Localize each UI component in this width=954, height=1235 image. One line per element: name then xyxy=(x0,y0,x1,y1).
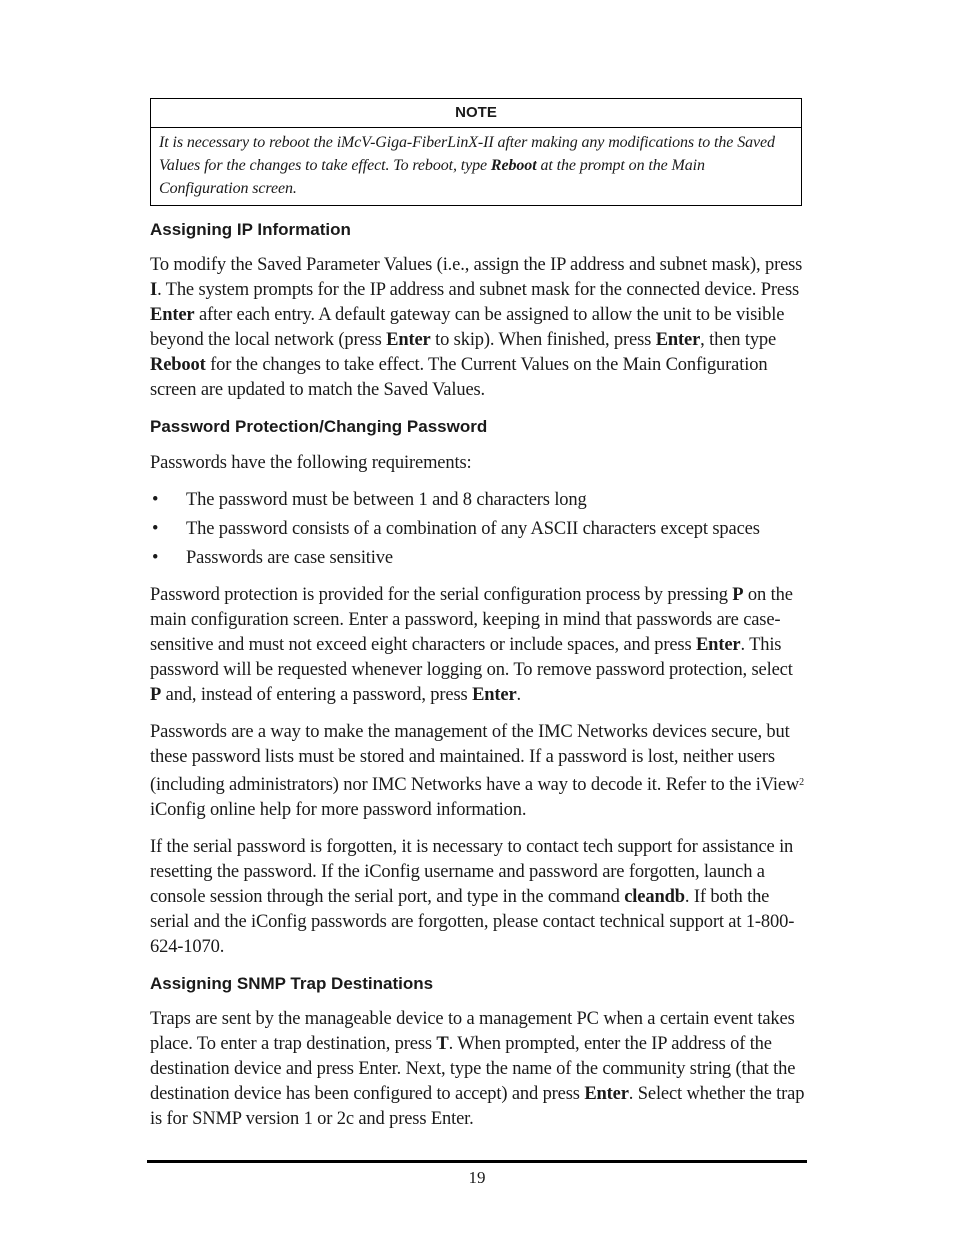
list-item: • Passwords are case sensitive xyxy=(150,546,805,575)
bullet-marker: • xyxy=(152,490,159,510)
note-heading: NOTE xyxy=(151,99,801,128)
list-item: • The password must be between 1 and 8 characters long xyxy=(150,488,805,517)
footer-divider xyxy=(147,1160,807,1163)
paragraph-password-forgotten: If the serial password is forgotten, it is necessary to contact tech support for assistance in resetting the password. If the iConfig username and password are forgotten, launch a console session through the serial port, and type in the command cleandb. If both the serial and the iConfig passwords are forgotten, please contact technical support at 1-800-624-1070. xyxy=(150,837,795,957)
note-text-part: at the prompt on the Main Configuration screen. xyxy=(159,157,705,197)
note-box xyxy=(150,98,802,206)
bullet-marker: • xyxy=(152,548,159,568)
heading-password-protection: Password Protection/Changing Password xyxy=(150,417,488,436)
paragraph-ip: To modify the Saved Parameter Values (i.e., assign the IP address and subnet mask), press I. The system prompts for the IP address and subnet mask for the connected device. Press Enter after each entry. A default gateway can be assigned to allow the unit to be visible beyond the local network (press Enter to skip). When finished, press Enter, then type Reboot for the changes to take effect. The Current Values on the Main Configuration screen are updated to match the Saved Values. xyxy=(150,255,803,400)
paragraph-password-intro: Passwords have the following requirements: xyxy=(150,453,472,473)
paragraph-password-protection: Password protection is provided for the serial configuration process by pressing P on the main configuration screen. Enter a password, keeping in mind that passwords are case-sensitive and must not exceed eight characters or include spaces, and press Enter. This password will be requested whenever logging on. To remove password protection, select P and, instead of entering a password, press Enter. xyxy=(150,585,793,705)
page-number: 19 xyxy=(468,1168,486,1187)
page-content xyxy=(150,98,805,1132)
bullet-marker: • xyxy=(152,519,159,539)
list-item: • The password consists of a combination of any ASCII characters except spaces xyxy=(150,517,805,546)
note-text-part: It is necessary to reboot the iMcV-Giga-FiberLinX-II after making any modifications to the Saved Values for the changes to take effect. To reboot, type xyxy=(159,134,775,174)
heading-assigning-ip: Assigning IP Information xyxy=(150,220,351,239)
paragraph-snmp-trap: Traps are sent by the manageable device to a management PC when a certain event takes place. To enter a trap destination, press T. When prompted, enter the IP address of the destination device and press Enter. Next, type the name of the community string (that the destination device has been configured to accept) and press Enter. Select whether the trap is for SNMP version 1 or 2c and press Enter. xyxy=(150,1009,805,1129)
heading-snmp-trap: Assigning SNMP Trap Destinations xyxy=(150,974,434,993)
paragraph-password-management: Passwords are a way to make the management of the IMC Networks devices secure, but these password lists must be stored and maintained. If a password is lost, neither users (including administrators) nor IMC Networks have a way to decode it. Refer to the iView$^2$ iConfig online help for more password information. xyxy=(150,722,804,820)
password-requirements-list xyxy=(150,488,805,575)
note-text xyxy=(151,128,801,205)
note-bold-reboot: Reboot xyxy=(490,157,537,174)
